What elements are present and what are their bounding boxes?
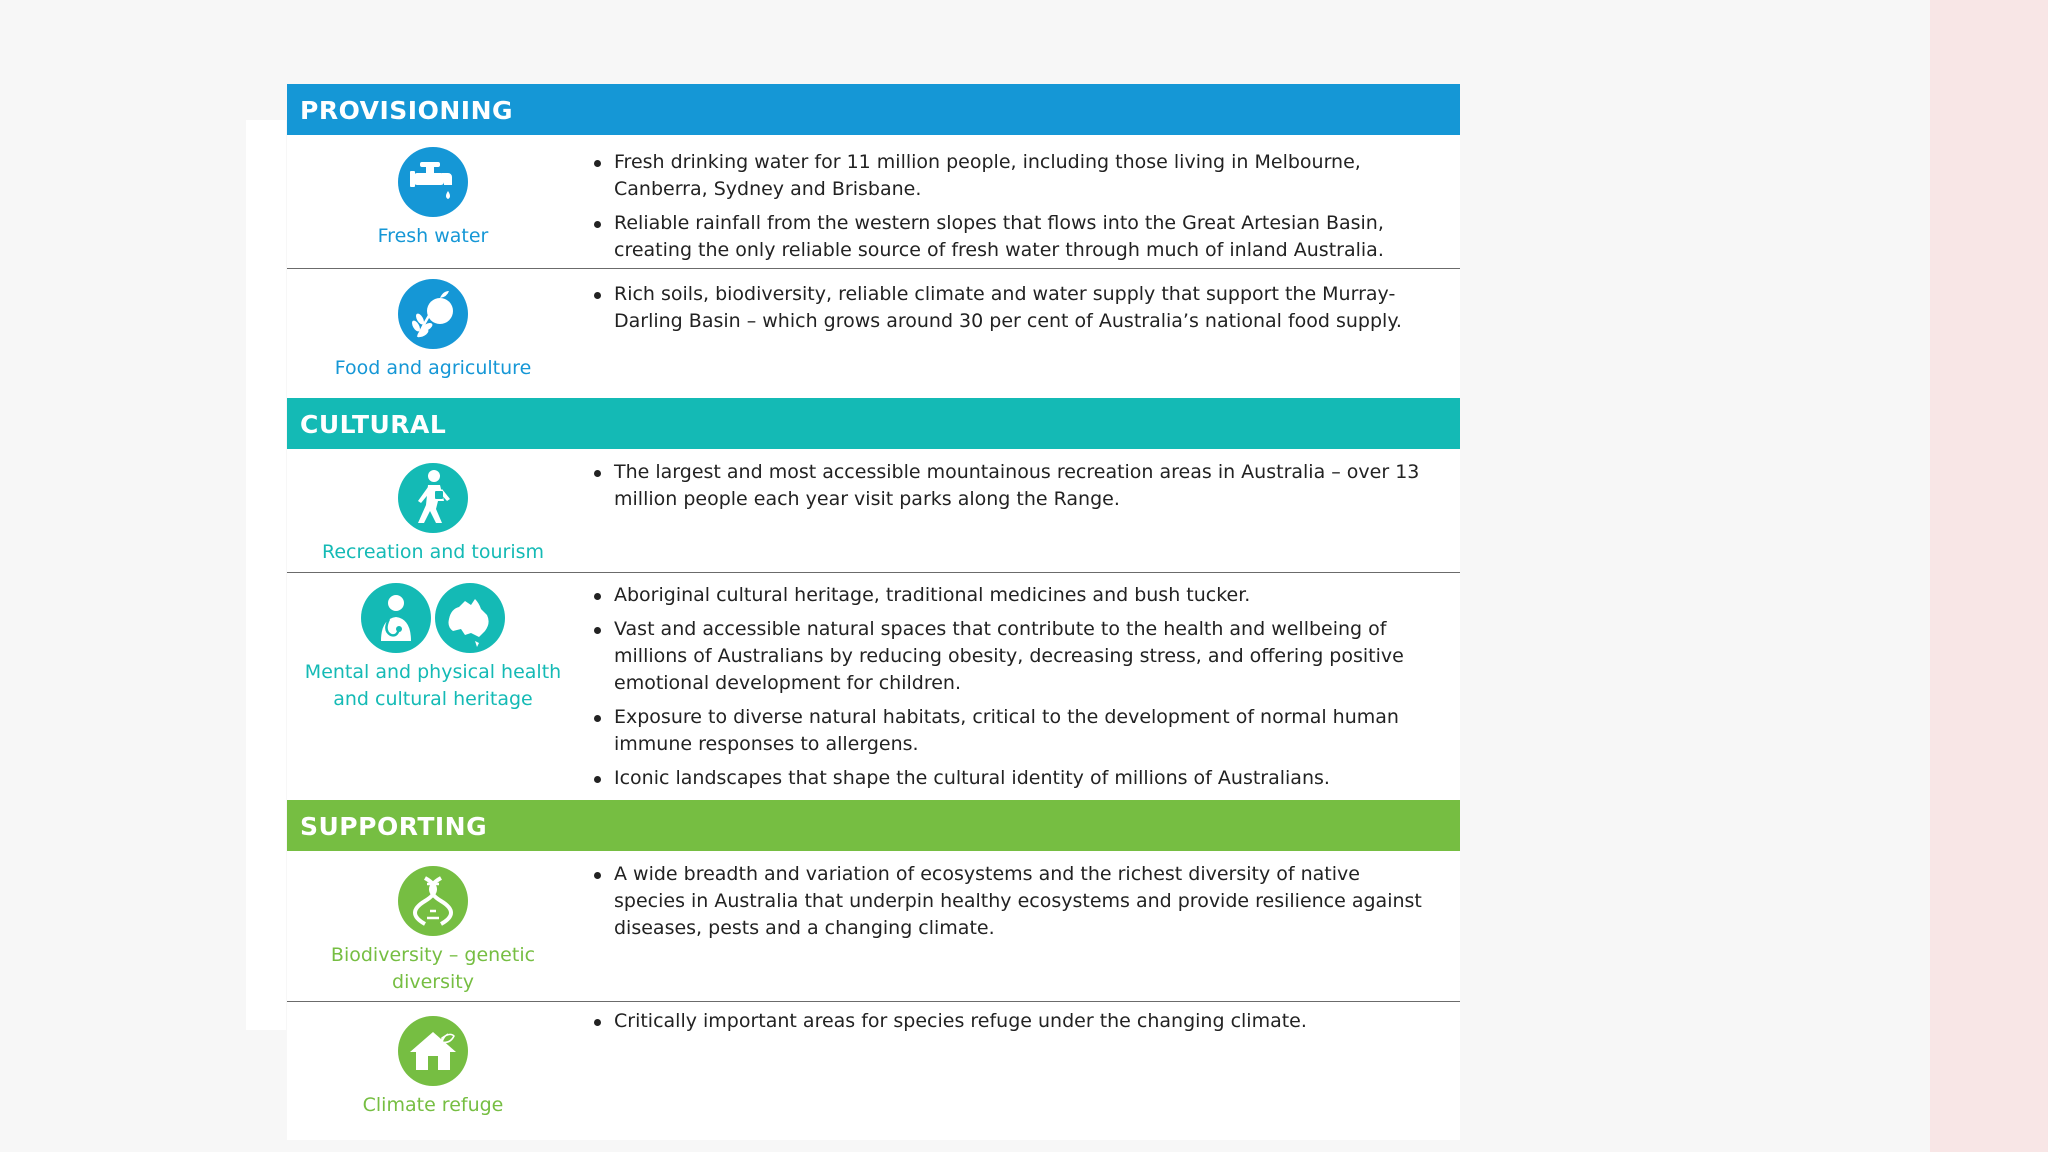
- australia-map-icon: [435, 583, 505, 653]
- row-label-line2: diversity: [392, 971, 474, 993]
- section-header-cultural: CULTURAL: [287, 398, 1460, 449]
- row-label: Climate refuge: [362, 1094, 504, 1116]
- row-label-line2: and cultural heritage: [333, 688, 533, 710]
- row-biodiversity: [287, 851, 1460, 1002]
- dna-icon: [398, 866, 468, 936]
- water-tap-icon: [398, 147, 468, 217]
- row-health-heritage: [287, 573, 1460, 800]
- row-label: Food and agriculture: [334, 357, 532, 379]
- list-item: Rich soils, biodiversity, reliable climate and water supply that support the Murray-Darling Basin – which grows around 30 per cent of Australia’s national food supply.: [593, 281, 1433, 335]
- row-label: Recreation and tourism: [321, 541, 545, 563]
- doctor-icon: [361, 583, 431, 653]
- row-label: Fresh water: [377, 225, 489, 247]
- row-label-line1: Mental and physical health: [304, 661, 562, 683]
- row-recreation-tourism: [287, 449, 1460, 573]
- list-item: Critically important areas for species refuge under the changing climate.: [593, 1008, 1433, 1035]
- section-header-provisioning: PROVISIONING: [287, 84, 1460, 135]
- row-fresh-water: [287, 135, 1460, 269]
- row-label-line1: Biodiversity – genetic: [330, 944, 536, 966]
- row-climate-refuge: [287, 1002, 1460, 1132]
- list-item: Exposure to diverse natural habitats, critical to the development of normal human immune responses to allergens.: [593, 704, 1433, 758]
- list-item: Aboriginal cultural heritage, traditional medicines and bush tucker.: [593, 582, 1433, 609]
- background-right-panel: [1930, 0, 2048, 1152]
- list-item: Fresh drinking water for 11 million people, including those living in Melbourne, Canberra, Sydney and Brisbane.: [593, 149, 1433, 203]
- bullet-list: [593, 1008, 1433, 1042]
- bullet-list: [593, 582, 1433, 799]
- background-left-strip: [246, 120, 286, 1030]
- list-item: Iconic landscapes that shape the cultural identity of millions of Australians.: [593, 765, 1433, 792]
- list-item: Vast and accessible natural spaces that contribute to the health and wellbeing of millions of Australians by reducing obesity, decreasing stress, and offering positive emotional development for children.: [593, 616, 1433, 697]
- list-item: The largest and most accessible mountainous recreation areas in Australia – over 13 million people each year visit parks along the Range.: [593, 459, 1433, 513]
- bullet-list: [593, 861, 1433, 949]
- hiker-icon: [398, 463, 468, 533]
- bullet-list: [593, 281, 1433, 342]
- bullet-list: [593, 149, 1433, 271]
- list-item: Reliable rainfall from the western slopes that flows into the Great Artesian Basin, creating the only reliable source of fresh water through much of inland Australia.: [593, 210, 1433, 264]
- list-item: A wide breadth and variation of ecosystems and the richest diversity of native species in Australia that underpin healthy ecosystems and provide resilience against diseases, pests and a changing climate.: [593, 861, 1433, 942]
- bullet-list: [593, 459, 1433, 520]
- apple-wheat-icon: [398, 279, 468, 349]
- row-food-agriculture: [287, 269, 1460, 398]
- ecosystem-services-table: [287, 84, 1460, 1140]
- house-leaf-icon: [398, 1016, 468, 1086]
- section-header-supporting: SUPPORTING: [287, 800, 1460, 851]
